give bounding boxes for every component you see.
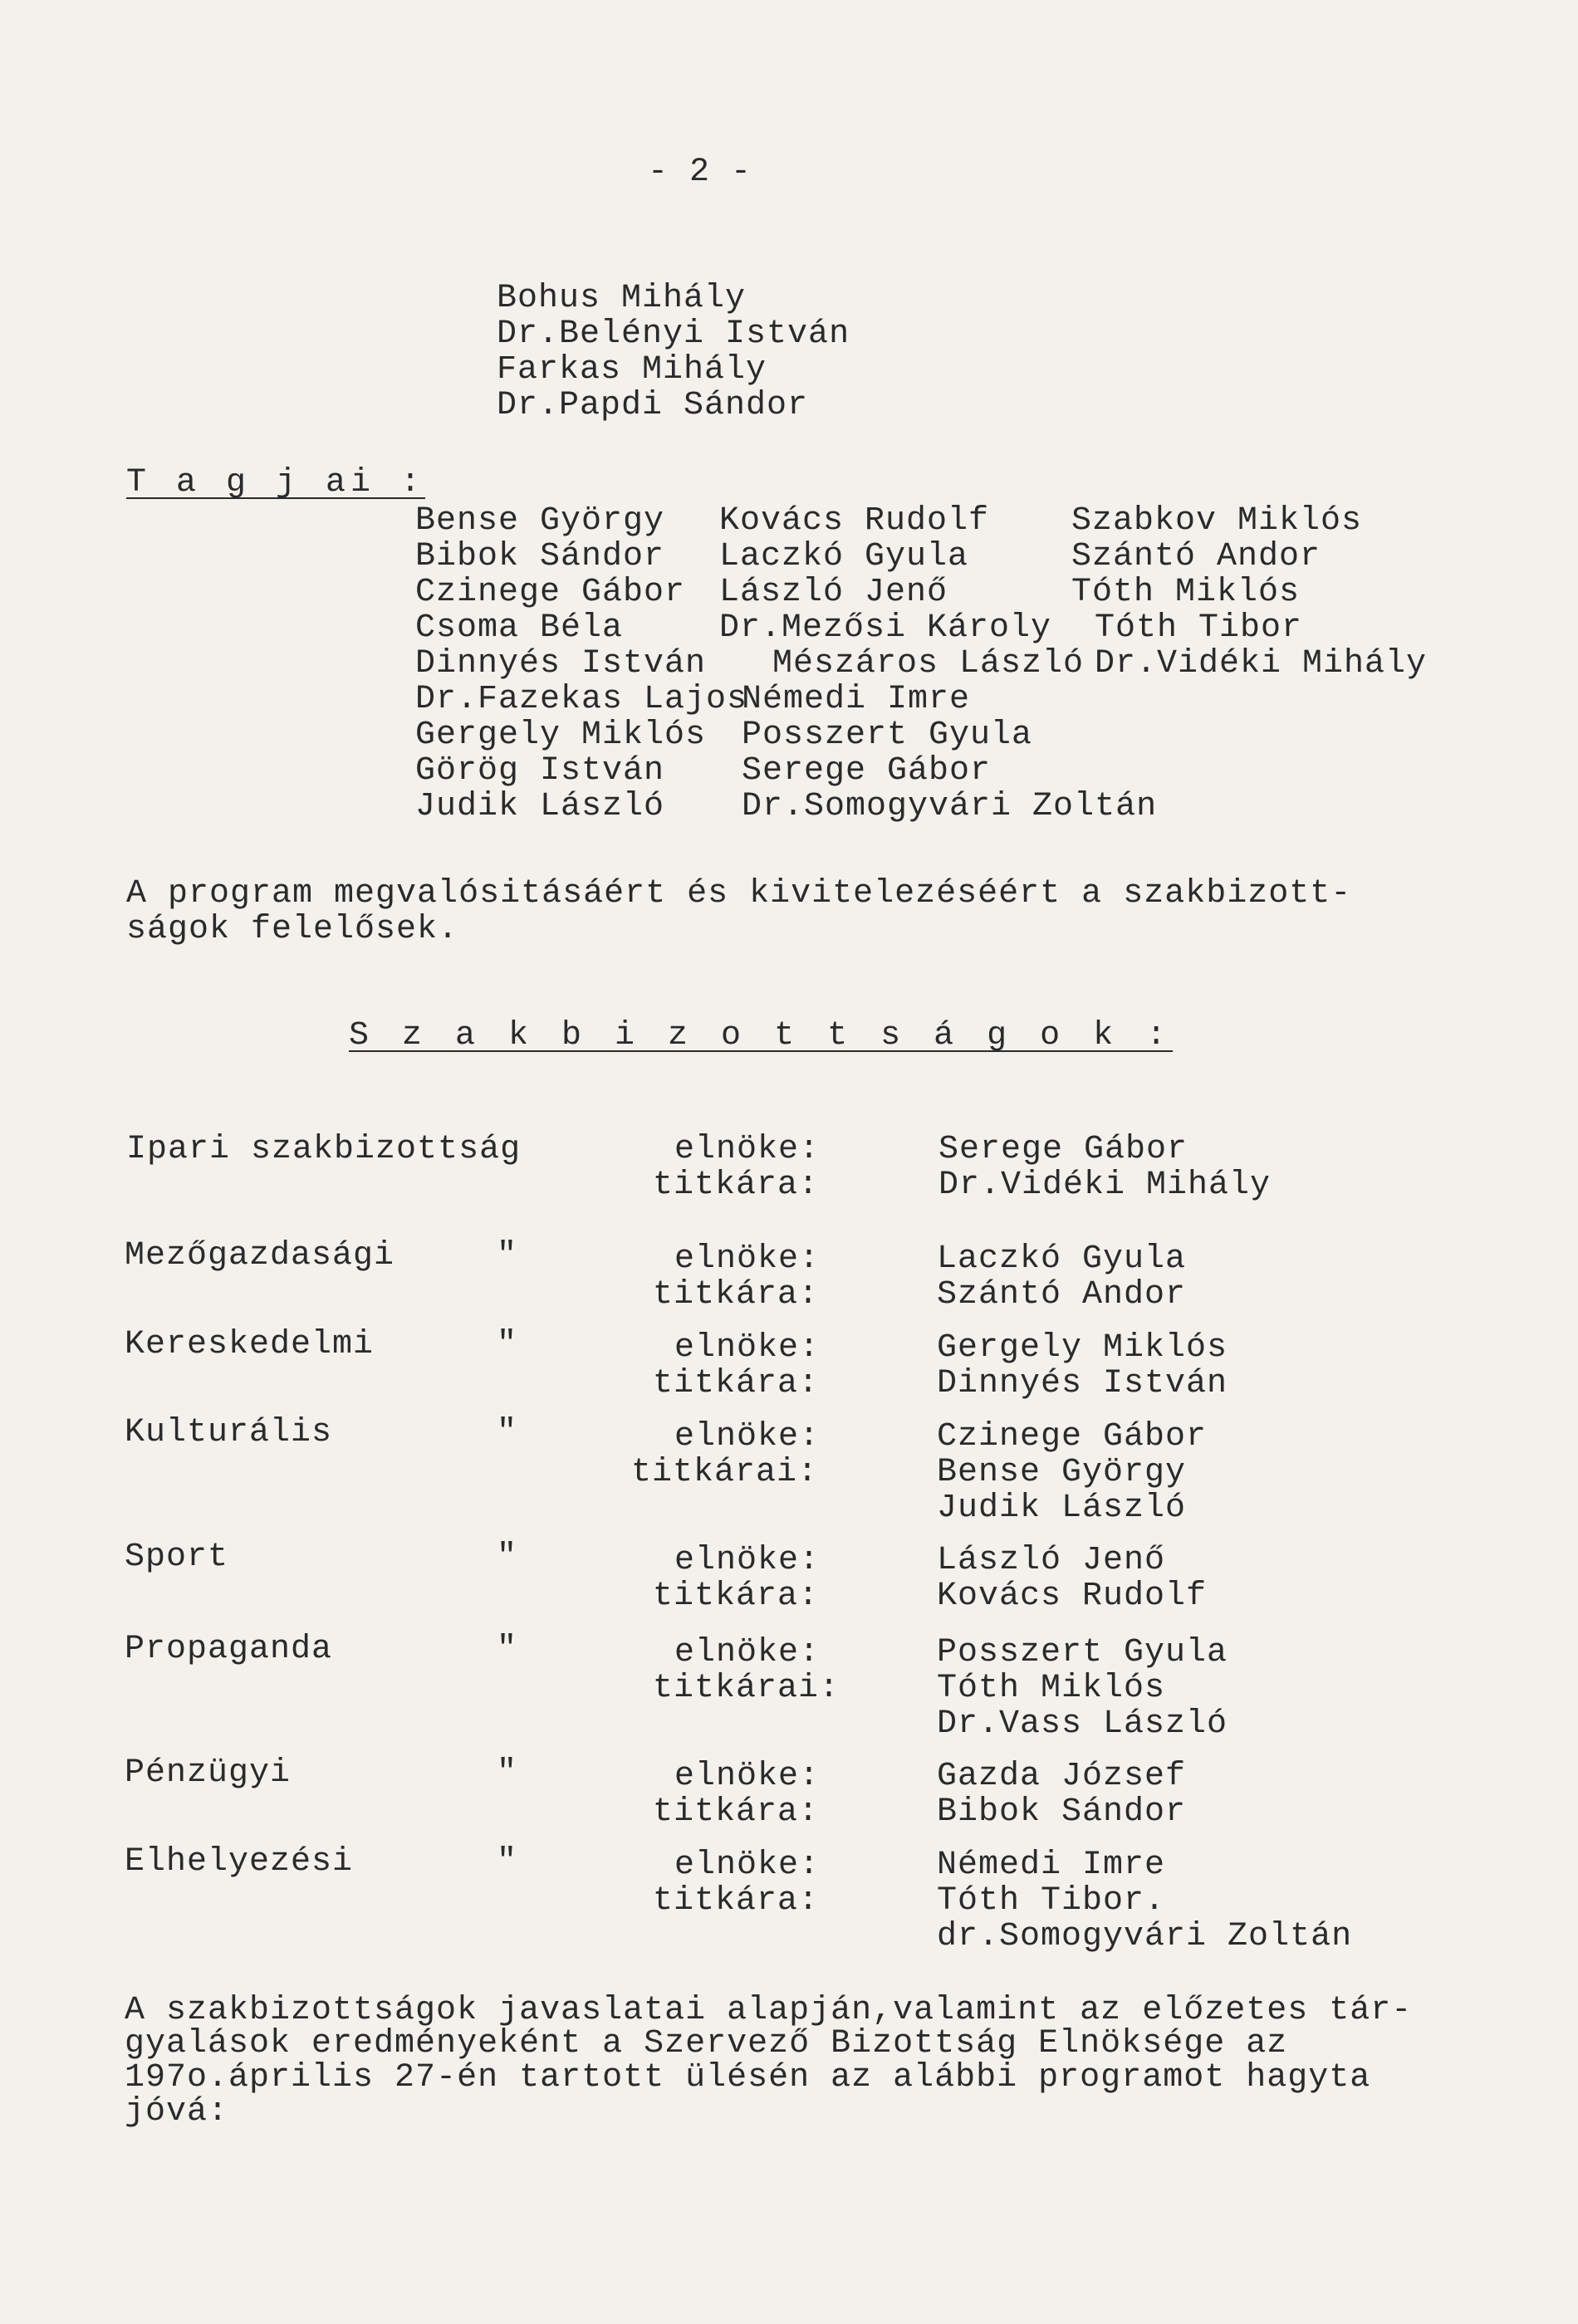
committee-role: titkára: <box>653 1276 820 1314</box>
member-name: Bense György <box>415 502 665 540</box>
committee-role: elnöke: <box>674 1758 821 1795</box>
committee-role: titkára: <box>653 1793 820 1831</box>
committee-role: elnöke: <box>674 1131 821 1168</box>
committee-role: elnöke: <box>674 1329 821 1367</box>
ditto-mark: " <box>497 1843 518 1881</box>
member-name: Bibok Sándor <box>415 538 665 575</box>
committee-person: Czinege Gábor <box>937 1418 1208 1456</box>
committee-role: titkára: <box>653 1167 820 1204</box>
committee-role: titkára: <box>653 1578 820 1615</box>
committee-person: Tóth Miklós <box>937 1670 1166 1707</box>
committee-person: Dr.Vass László <box>937 1705 1228 1743</box>
officer-name: Dr.Belényi István <box>497 316 850 353</box>
officer-name: Farkas Mihály <box>497 351 767 389</box>
member-name: Mészáros László <box>772 645 1085 683</box>
committee-name: Sport <box>125 1539 229 1576</box>
ditto-mark: " <box>497 1237 518 1275</box>
member-name: Szántó Andor <box>1071 538 1321 575</box>
committee-person: Gergely Miklós <box>937 1329 1228 1367</box>
member-name: Dinnyés István <box>415 645 707 683</box>
committee-person: Némedi Imre <box>937 1847 1166 1884</box>
officer-name: Dr.Papdi Sándor <box>497 387 809 424</box>
committee-person: Dr.Vidéki Mihály <box>938 1167 1272 1204</box>
committee-role: titkárai: <box>631 1454 819 1491</box>
committee-name: Kulturális <box>125 1414 333 1451</box>
responsibility-text: ságok felelősek. <box>126 911 459 948</box>
ditto-mark: " <box>497 1326 518 1363</box>
member-name: Serege Gábor <box>742 752 992 790</box>
committee-person: Judik László <box>937 1490 1187 1527</box>
committee-person: Laczkó Gyula <box>937 1240 1187 1278</box>
closing-text: A szakbizottságok javaslatai alapján,valamint az előzetes tár- <box>125 1992 1413 2029</box>
committee-role: titkárai: <box>653 1670 840 1707</box>
committees-heading: S z a k b i z o t t s á g o k : <box>349 1017 1174 1054</box>
committee-person: Kovács Rudolf <box>937 1578 1208 1615</box>
closing-text: 197o.április 27-én tartott ülésén az alábbi programot hagyta <box>125 2059 1371 2096</box>
member-name: Posszert Gyula <box>742 717 1033 754</box>
member-name: Kovács Rudolf <box>719 502 990 540</box>
member-name: Tóth Miklós <box>1071 574 1301 611</box>
committee-person: Serege Gábor <box>938 1131 1188 1168</box>
member-name: Csoma Béla <box>415 609 624 647</box>
member-name: Tóth Tibor <box>1095 609 1303 647</box>
committee-name: Kereskedelmi <box>125 1326 375 1363</box>
committee-person: Szántó Andor <box>937 1276 1187 1314</box>
committee-name: Ipari szakbizottság <box>126 1131 522 1168</box>
closing-text: jóvá: <box>125 2093 229 2131</box>
ditto-mark: " <box>497 1754 518 1792</box>
committee-person: Bibok Sándor <box>937 1793 1187 1831</box>
members-heading: T a g j ai : <box>126 464 426 501</box>
committee-person: László Jenő <box>937 1542 1166 1579</box>
committee-person: Tóth Tibor. <box>937 1882 1166 1920</box>
page-number: - 2 - <box>648 154 752 191</box>
member-name: Görög István <box>415 752 665 790</box>
committee-person: dr.Somogyvári Zoltán <box>937 1918 1353 1955</box>
ditto-mark: " <box>497 1631 518 1668</box>
committee-person: Gazda József <box>937 1758 1187 1795</box>
committee-person: Dinnyés István <box>937 1365 1228 1402</box>
committee-role: elnöke: <box>674 1240 821 1278</box>
committee-role: titkára: <box>653 1882 820 1920</box>
member-name: Dr.Vidéki Mihály <box>1095 645 1428 683</box>
closing-text: gyalások eredményeként a Szervező Bizottság Elnöksége az <box>125 2025 1288 2062</box>
committee-name: Mezőgazdasági <box>125 1237 395 1275</box>
member-name: Czinege Gábor <box>415 574 686 611</box>
member-name: Dr.Mezősi Károly <box>719 609 1052 647</box>
member-name: Gergely Miklós <box>415 717 707 754</box>
member-name: Dr.Somogyvári Zoltán <box>742 788 1158 825</box>
ditto-mark: " <box>497 1414 518 1451</box>
responsibility-text: A program megvalósitásáért és kivitelezéséért a szakbizott- <box>126 875 1352 912</box>
officer-name: Bohus Mihály <box>497 280 747 317</box>
committee-role: elnöke: <box>674 1634 821 1671</box>
member-name: Judik László <box>415 788 665 825</box>
committee-person: Posszert Gyula <box>937 1634 1228 1671</box>
member-name: Némedi Imre <box>742 681 971 718</box>
committee-role: elnöke: <box>674 1542 821 1579</box>
member-name: Szabkov Miklós <box>1071 502 1363 540</box>
committee-name: Propaganda <box>125 1631 333 1668</box>
ditto-mark: " <box>497 1539 518 1576</box>
committee-role: elnöke: <box>674 1847 821 1884</box>
committee-name: Elhelyezési <box>125 1843 354 1881</box>
committee-person: Bense György <box>937 1454 1187 1491</box>
member-name: Laczkó Gyula <box>719 538 969 575</box>
member-name: Dr.Fazekas Lajos <box>415 681 748 718</box>
committee-role: elnöke: <box>674 1418 821 1456</box>
member-name: László Jenő <box>719 574 948 611</box>
committee-name: Pénzügyi <box>125 1754 292 1792</box>
committee-role: titkára: <box>653 1365 820 1402</box>
